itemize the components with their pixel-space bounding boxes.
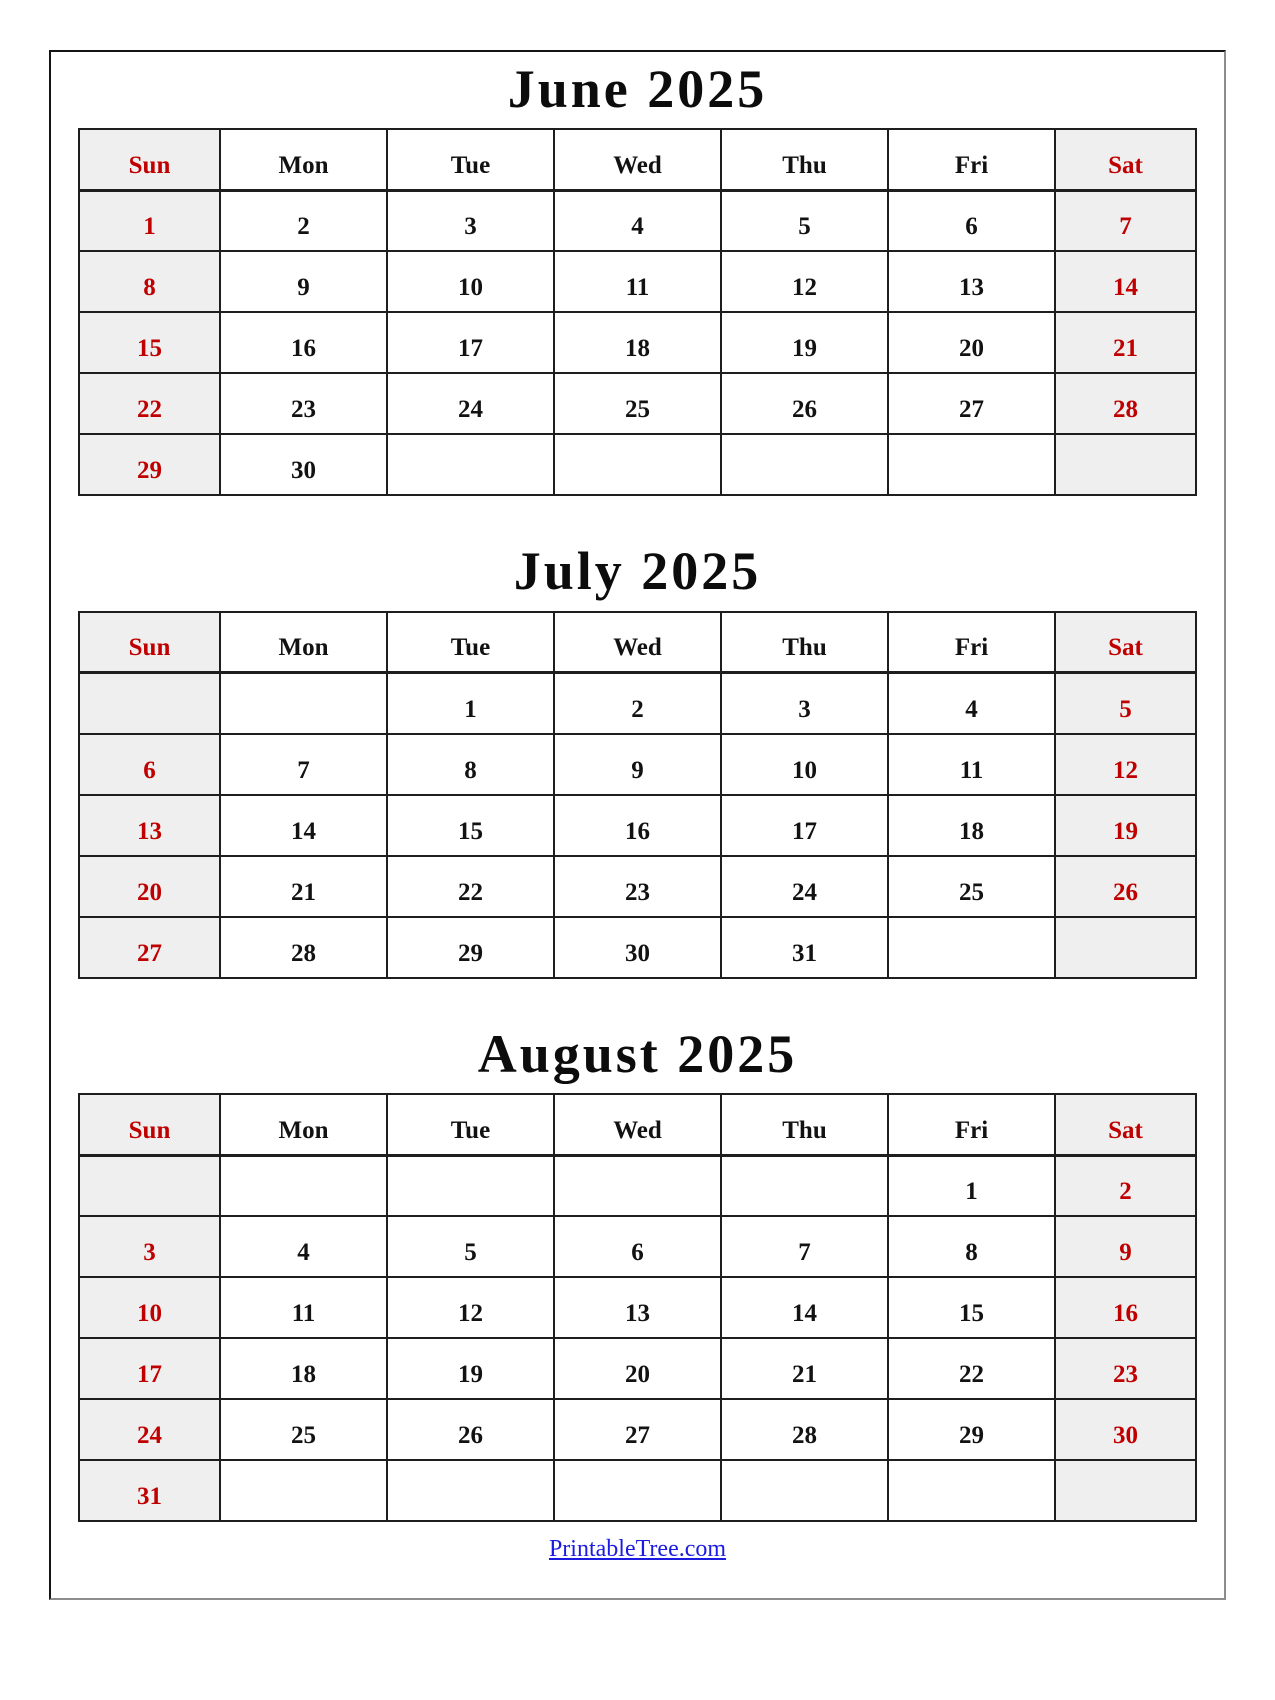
day-cell: 14 — [1055, 251, 1196, 312]
day-cell: 10 — [721, 734, 888, 795]
day-cell: 25 — [554, 373, 721, 434]
day-cell: 30 — [1055, 1399, 1196, 1460]
day-cell: 21 — [1055, 312, 1196, 373]
day-cell: 1 — [387, 673, 554, 734]
day-cell: 11 — [220, 1277, 387, 1338]
weekday-header-fri: Fri — [888, 1094, 1055, 1155]
day-cell: 15 — [79, 312, 220, 373]
day-cell: 22 — [79, 373, 220, 434]
day-cell: 11 — [888, 734, 1055, 795]
week-row — [79, 1216, 1196, 1277]
day-cell: 29 — [79, 434, 220, 495]
day-cell: 6 — [554, 1216, 721, 1277]
day-cell: 21 — [220, 856, 387, 917]
day-cell: 17 — [79, 1338, 220, 1399]
day-cell-empty — [79, 673, 220, 734]
day-cell: 20 — [554, 1338, 721, 1399]
day-cell-empty — [554, 1460, 721, 1521]
day-cell: 25 — [888, 856, 1055, 917]
week-row — [79, 251, 1196, 312]
day-cell: 11 — [554, 251, 721, 312]
calendar-table-july — [78, 611, 1197, 979]
day-cell: 17 — [387, 312, 554, 373]
day-cell-empty — [387, 1460, 554, 1521]
weekday-header-thu: Thu — [721, 129, 888, 190]
day-cell-empty — [888, 1460, 1055, 1521]
day-cell: 8 — [387, 734, 554, 795]
day-cell: 28 — [1055, 373, 1196, 434]
weekday-header-tue: Tue — [387, 1094, 554, 1155]
weekday-header-sat: Sat — [1055, 129, 1196, 190]
day-cell: 28 — [721, 1399, 888, 1460]
day-cell-empty — [1055, 434, 1196, 495]
day-cell: 26 — [1055, 856, 1196, 917]
day-cell: 14 — [721, 1277, 888, 1338]
day-cell: 31 — [721, 917, 888, 978]
day-cell-empty — [888, 434, 1055, 495]
week-row — [79, 856, 1196, 917]
weekday-header-thu: Thu — [721, 612, 888, 673]
day-cell: 12 — [387, 1277, 554, 1338]
weekday-header-sun: Sun — [79, 612, 220, 673]
day-cell: 23 — [554, 856, 721, 917]
day-cell: 31 — [79, 1460, 220, 1521]
month-title-july: July 2025 — [513, 541, 762, 602]
day-cell: 5 — [721, 190, 888, 251]
week-row — [79, 734, 1196, 795]
day-cell: 16 — [554, 795, 721, 856]
day-cell-empty — [220, 673, 387, 734]
day-cell: 26 — [721, 373, 888, 434]
day-cell-empty — [721, 434, 888, 495]
weekday-header-tue: Tue — [387, 612, 554, 673]
weekday-header-row — [79, 612, 1196, 673]
day-cell: 19 — [721, 312, 888, 373]
day-cell-empty — [554, 1155, 721, 1216]
day-cell: 8 — [79, 251, 220, 312]
day-cell: 3 — [721, 673, 888, 734]
month-title-june: June 2025 — [507, 59, 768, 119]
day-cell: 27 — [79, 917, 220, 978]
weekday-header-mon: Mon — [220, 1094, 387, 1155]
week-row — [79, 1399, 1196, 1460]
day-cell: 1 — [888, 1155, 1055, 1216]
day-cell: 19 — [387, 1338, 554, 1399]
week-row — [79, 373, 1196, 434]
day-cell-empty — [387, 434, 554, 495]
weekday-header-wed: Wed — [554, 129, 721, 190]
weekday-header-fri: Fri — [888, 129, 1055, 190]
month-title-august: August 2025 — [477, 1023, 798, 1084]
day-cell: 16 — [1055, 1277, 1196, 1338]
week-row — [79, 795, 1196, 856]
day-cell: 3 — [387, 190, 554, 251]
day-cell-empty — [888, 917, 1055, 978]
footer — [78, 1536, 1197, 1563]
week-row — [79, 190, 1196, 251]
day-cell: 21 — [721, 1338, 888, 1399]
day-cell: 13 — [888, 251, 1055, 312]
day-cell-empty — [79, 1155, 220, 1216]
weekday-header-thu: Thu — [721, 1094, 888, 1155]
week-row — [79, 917, 1196, 978]
day-cell: 9 — [1055, 1216, 1196, 1277]
day-cell: 2 — [554, 673, 721, 734]
weekday-header-sun: Sun — [79, 129, 220, 190]
weekday-header-row — [79, 129, 1196, 190]
weekday-header-mon: Mon — [220, 612, 387, 673]
weekday-header-tue: Tue — [387, 129, 554, 190]
day-cell: 10 — [387, 251, 554, 312]
weekday-header-wed: Wed — [554, 1094, 721, 1155]
day-cell: 10 — [79, 1277, 220, 1338]
day-cell-empty — [1055, 1460, 1196, 1521]
day-cell: 29 — [387, 917, 554, 978]
day-cell-empty — [220, 1460, 387, 1521]
day-cell: 13 — [554, 1277, 721, 1338]
day-cell: 4 — [554, 190, 721, 251]
day-cell: 17 — [721, 795, 888, 856]
day-cell: 24 — [387, 373, 554, 434]
day-cell-empty — [387, 1155, 554, 1216]
day-cell: 24 — [721, 856, 888, 917]
week-row — [79, 673, 1196, 734]
weekday-header-fri: Fri — [888, 612, 1055, 673]
day-cell: 4 — [888, 673, 1055, 734]
month-section-july — [78, 542, 1197, 978]
calendar-table-june — [78, 128, 1197, 496]
day-cell: 6 — [888, 190, 1055, 251]
day-cell: 2 — [220, 190, 387, 251]
calendar-table-august — [78, 1093, 1197, 1522]
weekday-header-mon: Mon — [220, 129, 387, 190]
day-cell: 7 — [220, 734, 387, 795]
month-section-august — [78, 1025, 1197, 1522]
day-cell: 29 — [888, 1399, 1055, 1460]
footer-link[interactable]: PrintableTree.com — [548, 1536, 727, 1563]
day-cell: 16 — [220, 312, 387, 373]
day-cell: 6 — [79, 734, 220, 795]
weekday-header-sun: Sun — [79, 1094, 220, 1155]
weekday-header-sat: Sat — [1055, 1094, 1196, 1155]
day-cell: 7 — [1055, 190, 1196, 251]
day-cell: 18 — [220, 1338, 387, 1399]
day-cell: 12 — [721, 251, 888, 312]
day-cell: 20 — [888, 312, 1055, 373]
day-cell: 18 — [888, 795, 1055, 856]
day-cell: 22 — [387, 856, 554, 917]
day-cell: 19 — [1055, 795, 1196, 856]
day-cell: 9 — [554, 734, 721, 795]
day-cell: 22 — [888, 1338, 1055, 1399]
day-cell: 15 — [387, 795, 554, 856]
month-section-june — [78, 60, 1197, 496]
calendar-page — [49, 50, 1226, 1600]
day-cell: 7 — [721, 1216, 888, 1277]
week-row — [79, 1277, 1196, 1338]
day-cell: 13 — [79, 795, 220, 856]
weekday-header-sat: Sat — [1055, 612, 1196, 673]
day-cell: 8 — [888, 1216, 1055, 1277]
week-row — [79, 1338, 1196, 1399]
day-cell: 1 — [79, 190, 220, 251]
day-cell: 24 — [79, 1399, 220, 1460]
week-row — [79, 1460, 1196, 1521]
week-row — [79, 312, 1196, 373]
day-cell: 28 — [220, 917, 387, 978]
day-cell: 2 — [1055, 1155, 1196, 1216]
day-cell: 3 — [79, 1216, 220, 1277]
week-row — [79, 1155, 1196, 1216]
day-cell-empty — [220, 1155, 387, 1216]
day-cell: 15 — [888, 1277, 1055, 1338]
day-cell: 25 — [220, 1399, 387, 1460]
day-cell: 5 — [387, 1216, 554, 1277]
day-cell: 12 — [1055, 734, 1196, 795]
day-cell: 20 — [79, 856, 220, 917]
weekday-header-row — [79, 1094, 1196, 1155]
day-cell: 14 — [220, 795, 387, 856]
day-cell: 23 — [220, 373, 387, 434]
week-row — [79, 434, 1196, 495]
day-cell: 27 — [888, 373, 1055, 434]
day-cell-empty — [721, 1155, 888, 1216]
day-cell: 30 — [554, 917, 721, 978]
day-cell: 4 — [220, 1216, 387, 1277]
day-cell: 30 — [220, 434, 387, 495]
day-cell: 18 — [554, 312, 721, 373]
day-cell-empty — [721, 1460, 888, 1521]
day-cell-empty — [554, 434, 721, 495]
day-cell: 23 — [1055, 1338, 1196, 1399]
day-cell-empty — [1055, 917, 1196, 978]
day-cell: 9 — [220, 251, 387, 312]
day-cell: 27 — [554, 1399, 721, 1460]
day-cell: 5 — [1055, 673, 1196, 734]
day-cell: 26 — [387, 1399, 554, 1460]
weekday-header-wed: Wed — [554, 612, 721, 673]
